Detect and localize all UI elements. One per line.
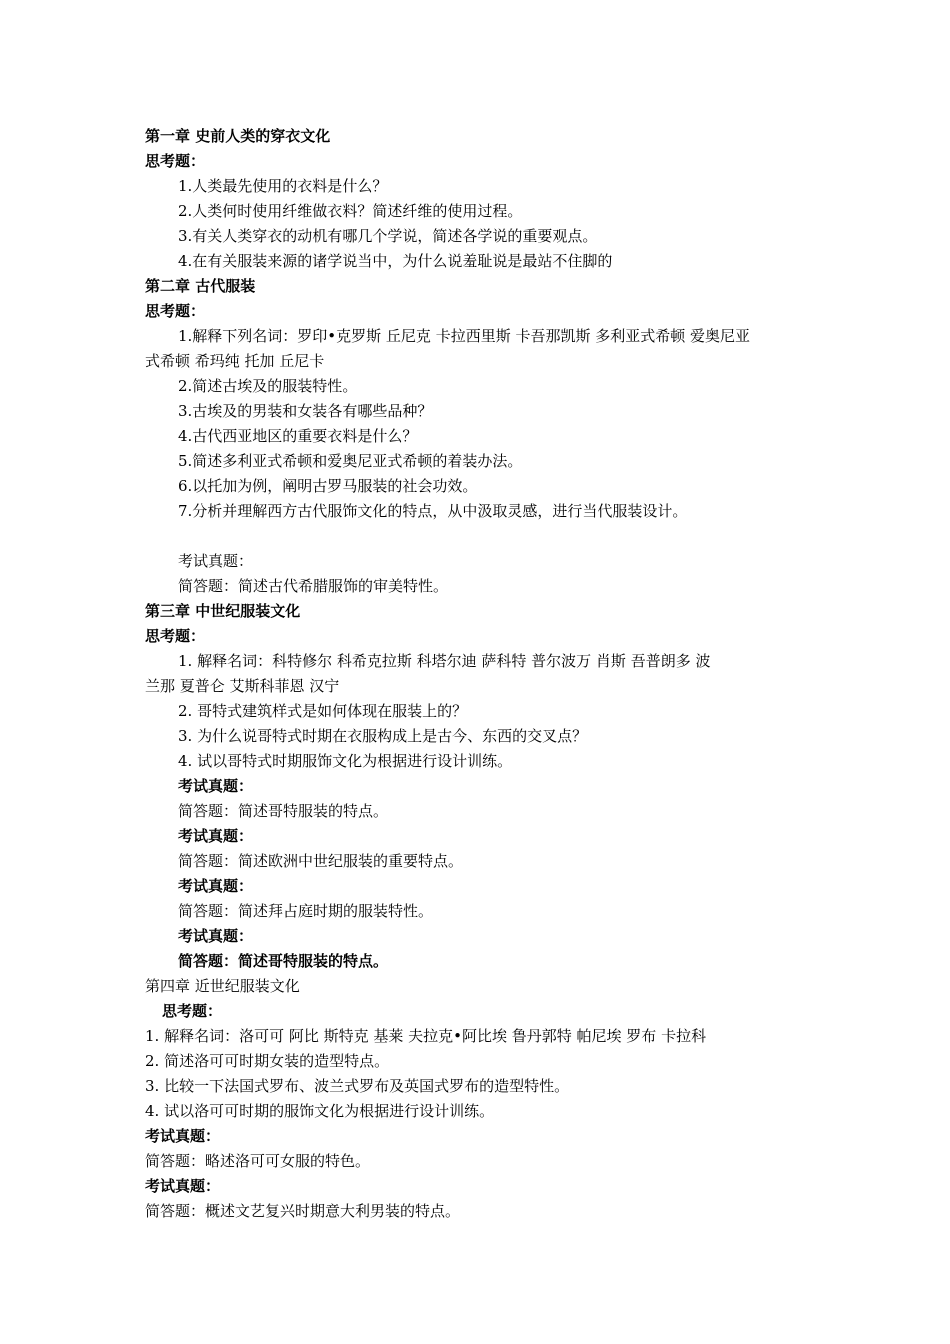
chapter-2-question: 5.简述多利亚式希顿和爱奥尼亚式希顿的着装办法。 [178, 452, 523, 470]
chapter-2-question: 6.以托加为例，阐明古罗马服装的社会功效。 [178, 477, 478, 495]
chapter-2-question: 2.简述古埃及的服装特性。 [178, 377, 358, 395]
chapter-2-think-label: 思考题： [145, 302, 206, 320]
chapter-3-question: 2. 哥特式建筑样式是如何体现在服装上的？ [178, 702, 468, 720]
chapter-2-question: 4.古代西亚地区的重要衣料是什么？ [178, 427, 418, 445]
chapter-2-question-1-line-2: 式希顿 希玛纯 托加 丘尼卡 [145, 352, 325, 370]
chapter-1-think-label: 思考题： [145, 152, 206, 170]
blank-line [145, 524, 810, 549]
chapter-4-question: 2. 简述洛可可时期女装的造型特点。 [145, 1052, 390, 1070]
chapter-1-question: 1.人类最先使用的衣料是什么？ [178, 177, 388, 195]
chapter-3-exam-label: 考试真题： [178, 827, 254, 845]
chapter-2-question: 7.分析并理解西方古代服饰文化的特点，从中汲取灵感，进行当代服装设计。 [178, 502, 688, 520]
chapter-4-exam-label: 考试真题： [145, 1127, 221, 1145]
chapter-3-exam-text: 简答题：简述哥特服装的特点。 [178, 952, 389, 970]
chapter-4-think-label: 思考题： [162, 1002, 223, 1020]
chapter-1-question: 4.在有关服装来源的诸学说当中，为什么说羞耻说是最站不住脚的 [178, 252, 613, 270]
chapter-4-question: 4. 试以洛可可时期的服饰文化为根据进行设计训练。 [145, 1102, 495, 1120]
chapter-3-title: 第三章 中世纪服装文化 [145, 602, 301, 620]
chapter-4-title: 第四章 近世纪服装文化 [145, 977, 300, 995]
chapter-3-exam-label: 考试真题： [178, 877, 254, 895]
chapter-3-question: 4. 试以哥特式时期服饰文化为根据进行设计训练。 [178, 752, 513, 770]
chapter-4-question: 1. 解释名词：洛可可 阿比 斯特克 基莱 夫拉克•阿比埃 鲁丹郭特 帕尼埃 罗布 卡拉科 [145, 1027, 707, 1045]
chapter-3-question-1-line-1: 1. 解释名词：科特修尔 科希克拉斯 科塔尔迪 萨科特 普尔波万 肖斯 吾普朗多 波 [178, 652, 711, 670]
chapter-4-exam-text: 简答题：概述文艺复兴时期意大利男装的特点。 [145, 1202, 461, 1220]
document-body [145, 124, 810, 1224]
chapter-3-exam-label: 考试真题： [178, 927, 254, 945]
chapter-1-question: 2.人类何时使用纤维做衣料？简述纤维的使用过程。 [178, 202, 523, 220]
chapter-1-title: 第一章 史前人类的穿衣文化 [145, 127, 331, 145]
chapter-3-question-1-line-2: 兰那 夏普仑 艾斯科菲恩 汉宁 [145, 677, 340, 695]
chapter-3-think-label: 思考题： [145, 627, 206, 645]
chapter-1-question: 3.有关人类穿衣的动机有哪几个学说，简述各学说的重要观点。 [178, 227, 598, 245]
chapter-2-title: 第二章 古代服装 [145, 277, 256, 295]
chapter-2-exam-text: 简答题：简述古代希腊服饰的审美特性。 [178, 577, 449, 595]
chapter-3-exam-text: 简答题：简述欧洲中世纪服装的重要特点。 [178, 852, 464, 870]
chapter-2-question: 3.古埃及的男装和女装各有哪些品种？ [178, 402, 433, 420]
chapter-4-exam-text: 简答题：略述洛可可女服的特色。 [145, 1152, 371, 1170]
chapter-3-exam-text: 简答题：简述拜占庭时期的服装特性。 [178, 902, 434, 920]
chapter-4-exam-label: 考试真题： [145, 1177, 221, 1195]
chapter-4-question: 3. 比较一下法国式罗布、波兰式罗布及英国式罗布的造型特性。 [145, 1077, 570, 1095]
chapter-3-exam-text: 简答题：简述哥特服装的特点。 [178, 802, 389, 820]
chapter-2-exam-label: 考试真题： [178, 552, 254, 570]
chapter-2-question-1-line-1: 1.解释下列名词：罗印•克罗斯 丘尼克 卡拉西里斯 卡吾那凯斯 多利亚式希顿 爱奥尼亚 [178, 327, 751, 345]
chapter-3-question: 3. 为什么说哥特式时期在衣服构成上是古今、东西的交叉点？ [178, 727, 588, 745]
chapter-3-exam-label: 考试真题： [178, 777, 254, 795]
